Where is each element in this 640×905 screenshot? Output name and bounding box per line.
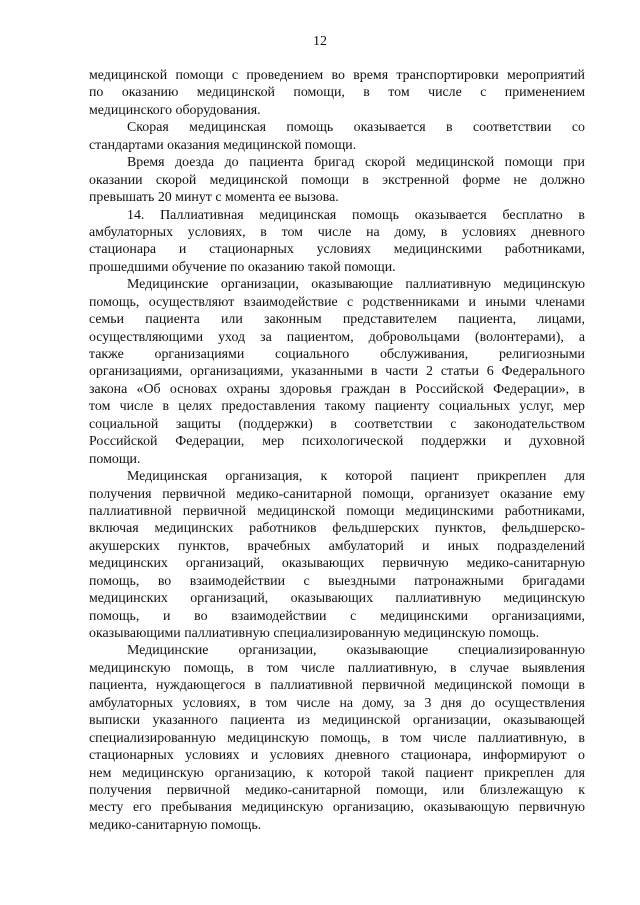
text-line: выписки указанного пациента из медицинской организации, оказывающей (89, 713, 585, 729)
text-line: помощь, во взаимодействии с выездными патронажными бригадами (89, 573, 585, 589)
text-line: паллиативной первичной медицинской помощи медицинскими работниками, (89, 503, 585, 519)
text-line: семьи пациента или законным представителем пациента, лицами, (89, 312, 585, 328)
text-line: получения первичной медико-санитарной помощи, или близлежащую к (89, 782, 585, 798)
paragraph (89, 119, 585, 154)
text-line: получения первичной медико-санитарной помощи, организует оказание ему (89, 486, 585, 502)
text-line: стационарных условиях и условиях дневного стационара, информируют о (89, 748, 585, 764)
text-line: медицинских организаций, оказывающих паллиативную медицинскую (89, 591, 585, 607)
text-line: том числе в целях предоставления такому пациенту социальных услуг, мер (89, 399, 585, 415)
text-line: медицинской помощи с проведением во время транспортировки мероприятий (89, 68, 585, 83)
text-line: нем медицинскую организацию, к которой такой пациент прикреплен для (89, 765, 585, 781)
text-line: превышать 20 минут с момента ее вызова. (89, 190, 339, 206)
text-line: медицинскую помощь, в том числе паллиативную, в случае выявления (89, 660, 585, 676)
text-line: помощи. (89, 451, 141, 467)
text-line: 14. Паллиативная медицинская помощь оказывается бесплатно в (127, 207, 585, 223)
text-line: оказывающими паллиативную специализированную медицинскую помощь. (89, 626, 540, 641)
text-line: Российской Федерации, мер психологической поддержки и духовной (89, 434, 585, 450)
text-line: стандартами оказания медицинской помощи. (89, 137, 357, 153)
text-line: также организациями социального обслуживания, религиозными (89, 347, 585, 362)
text-line: оказании скорой медицинской помощи в экстренной форме не должно (89, 172, 585, 188)
paragraph (89, 67, 585, 119)
text-line: амбулаторных условиях, в том числе на дому, в условиях дневного (89, 224, 585, 240)
text-line: пациента, нуждающегося в паллиативной первичной медицинской помощи в (89, 678, 585, 694)
text-line: месту его пребывания медицинскую организацию, оказывающую первичную (89, 800, 585, 816)
paragraph (89, 468, 585, 642)
text-line: Медицинские организации, оказывающие специализированную (127, 643, 585, 659)
text-line: специализированную медицинскую помощь, в том числе паллиативную, в (89, 730, 585, 746)
text-line: по оказанию медицинской помощи, в том числе с применением (89, 85, 585, 101)
page-number: 12 (313, 34, 327, 49)
paragraph (89, 154, 585, 206)
text-line: медицинского оборудования. (89, 102, 261, 118)
text-line: организациями, организациями, указанными в части 2 статьи 6 Федерального (89, 364, 585, 380)
text-line: прошедшими обучение по оказанию такой помощи. (89, 259, 396, 275)
text-line: Медицинские организации, оказывающие паллиативную медицинскую (127, 277, 585, 293)
text-line: социальной защиты (поддержки) в соответствии с законодательством (89, 416, 585, 432)
document-body (89, 67, 585, 834)
text-line: закона «Об основах охраны здоровья граждан в Российской Федерации», в (89, 381, 585, 397)
text-line: помощь, и во взаимодействии с медицинскими организациями, (89, 608, 585, 624)
text-line: Скорая медицинская помощь оказывается в соответствии со (127, 120, 585, 136)
text-line: осуществляющими уход за пациентом, добровольцами (волонтерами), а (89, 329, 585, 345)
paragraph (89, 276, 585, 468)
text-line: Время доезда до пациента бригад скорой медицинской помощи при (127, 155, 585, 171)
text-line: медико-санитарную помощь. (89, 817, 262, 833)
text-line: помощь, осуществляют взаимодействие с родственниками и иными членами (89, 294, 585, 310)
text-line: акушерских пунктов, врачебных амбулаторий и иных подразделений (89, 538, 585, 554)
paragraph (89, 642, 585, 834)
text-line: медицинских организаций, оказывающих первичную медико-санитарную (89, 556, 585, 572)
text-line: амбулаторных условиях, в том числе на дому, за 3 дня до осуществления (89, 695, 585, 711)
text-line: стационара и стационарных условиях медицинскими работниками, (89, 242, 585, 258)
text-line: Медицинская организация, к которой пациент прикреплен для (127, 469, 585, 485)
paragraph (89, 207, 585, 277)
text-line: включая медицинских работников фельдшерских пунктов, фельдшерско- (89, 521, 585, 537)
